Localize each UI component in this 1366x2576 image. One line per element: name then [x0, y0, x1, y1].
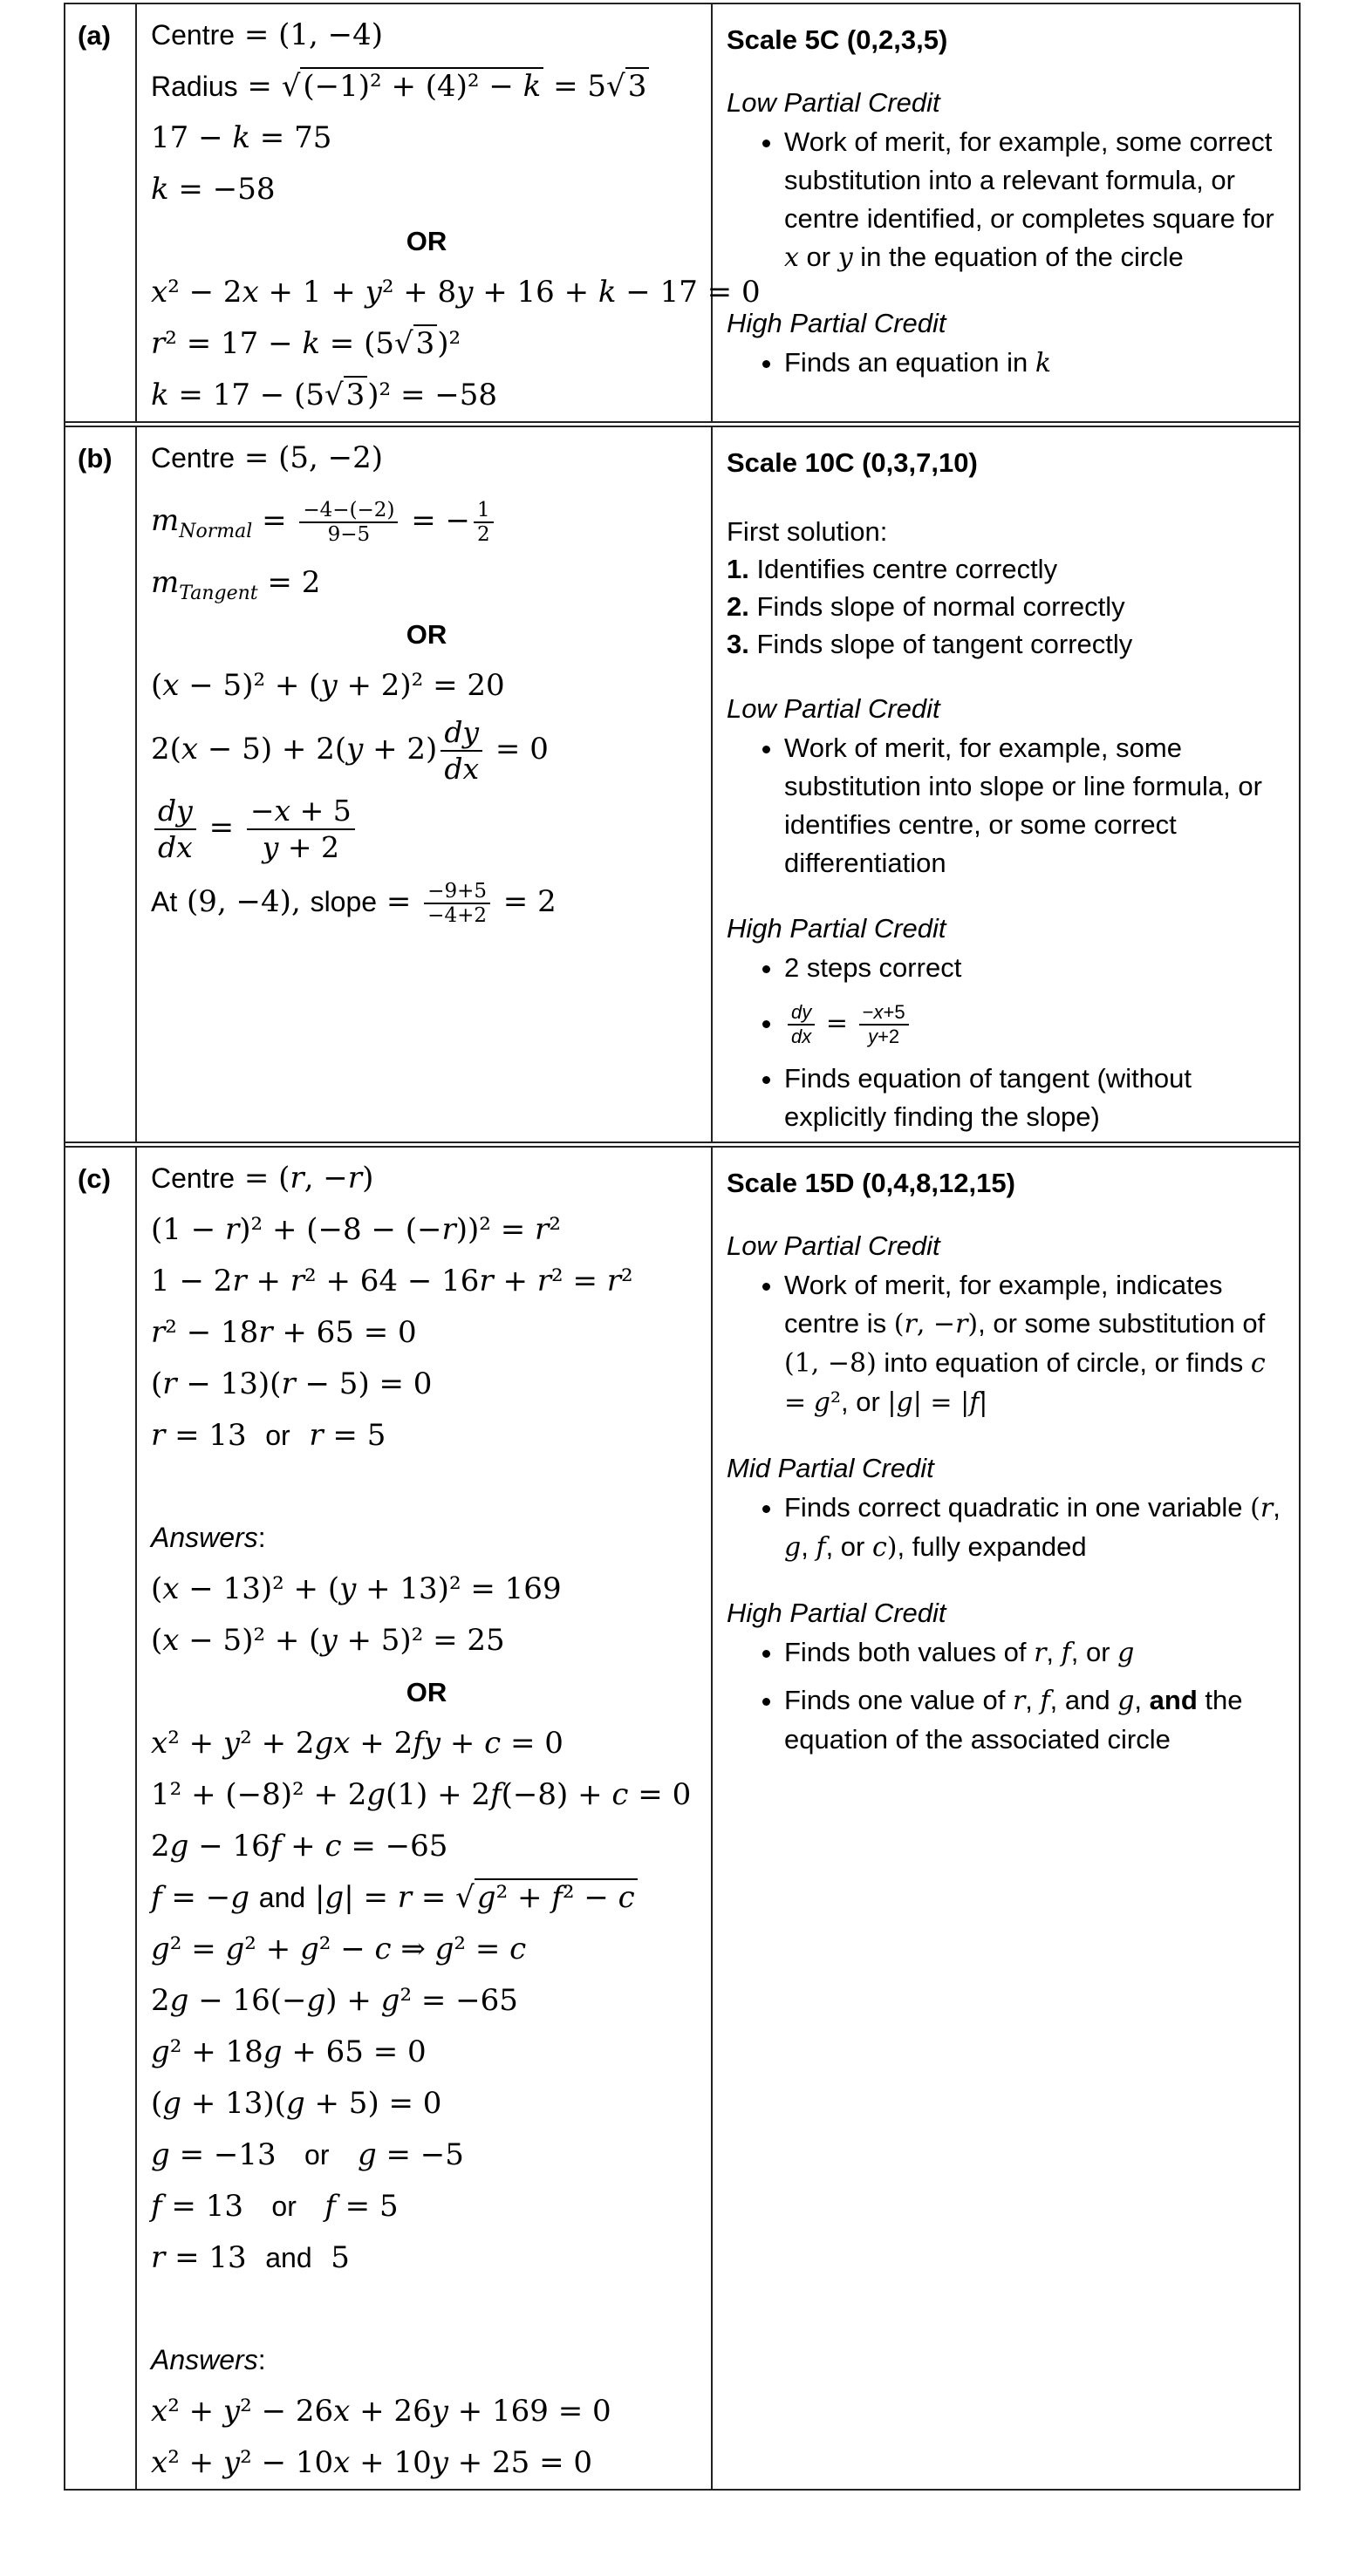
credit-heading: High Partial Credit [727, 308, 946, 338]
credit-item: • Finds correct quadratic in one variable (r, g, f, or c), fully expanded [784, 1489, 1290, 1567]
credit-item: • Finds one value of r, f, and g, and the equation of the associated circle [784, 1681, 1290, 1759]
credit-list [727, 123, 1290, 277]
math-line: k = −58 [151, 172, 276, 207]
credit-item: • Finds equation of tangent (without explicitly finding the slope) [784, 1060, 1290, 1136]
credit-heading: High Partial Credit [727, 913, 946, 944]
math-line: Centre = (r, −r) [151, 1161, 374, 1196]
math-line: (r − 13)(r − 5) = 0 [151, 1366, 433, 1401]
math-line: k = 17 − (5√3)² = −58 [151, 378, 498, 412]
part-a-row [65, 3, 1300, 422]
credit-list [727, 729, 1290, 883]
math-line: x² + y² − 26x + 26y + 169 = 0 [151, 2394, 611, 2429]
part-b-solution [136, 426, 712, 1142]
credit-list [727, 949, 1290, 1136]
math-line: 17 − k = 75 [151, 120, 332, 155]
scale-heading: Scale 5C (0,2,3,5) [727, 24, 948, 55]
credit-item: • 2 steps correct [784, 949, 1290, 987]
math-line: (1 − r)² + (−8 − (−r))² = r² [151, 1212, 561, 1247]
math-line: (x − 13)² + (y + 13)² = 169 [151, 1571, 562, 1606]
math-line: f = 13 or f = 5 [151, 2189, 399, 2224]
math-line: 1² + (−8)² + 2g(1) + 2f(−8) + c = 0 [151, 1777, 692, 1812]
math-line: 2g − 16f + c = −65 [151, 1829, 448, 1864]
or-divider: OR [406, 1677, 447, 1707]
answers-label: Answers: [151, 2344, 266, 2375]
math-line: (x − 5)² + (y + 5)² = 25 [151, 1623, 505, 1658]
math-line: x² + y² + 2gx + 2fy + c = 0 [151, 1726, 563, 1761]
math-line: Radius = √(−1)² + (4)² − k = 5√3 [151, 61, 702, 112]
credit-list [727, 1633, 1290, 1759]
spacer [151, 2284, 702, 2334]
part-a-solution [136, 3, 761, 422]
part-c-solution [136, 1147, 712, 2490]
math-line: At (9, −4), slope = $\frac{-9+5}{-4+2}$ = 2 [151, 880, 557, 927]
credit-item: • Finds an equation in k [784, 344, 1290, 383]
part-a-marking [712, 3, 1300, 422]
step-item: 2. Finds slope of normal correctly [727, 591, 1125, 622]
step-item: 1. Identifies centre correctly [727, 554, 1058, 584]
spacer [151, 1462, 702, 1512]
part-b-row [65, 426, 1300, 1142]
math-line: $m_{Tangent} = 2$ [151, 565, 321, 604]
answers-label: Answers: [151, 1522, 266, 1553]
credit-heading: Mid Partial Credit [727, 1453, 934, 1483]
math-line: r² − 18r + 65 = 0 [151, 1315, 417, 1350]
credit-heading: Low Partial Credit [727, 693, 940, 724]
step-item: 3. Finds slope of tangent correctly [727, 629, 1133, 659]
math-line: Centre = (1, −4) [151, 17, 384, 52]
math-line: 1 − 2r + r² + 64 − 16r + r² = r² [151, 1264, 633, 1298]
part-label: (a) [65, 3, 136, 422]
marking-scheme-table [64, 3, 1301, 2491]
math-line: x² + y² − 10x + 10y + 25 = 0 [151, 2445, 593, 2480]
math-line: g² + 18g + 65 = 0 [151, 2034, 427, 2069]
part-c-row [65, 1147, 1300, 2490]
math-line: (g + 13)(g + 5) = 0 [151, 2086, 442, 2121]
part-b-marking [712, 426, 1300, 1142]
math-line: $m_{Normal}$ = $\frac{-4-(-2)}{9-5}$ = − $\frac{1}{2}$ [151, 484, 702, 557]
credit-heading: High Partial Credit [727, 1598, 946, 1628]
credit-item: • $\frac{dy}{dx}$ = $\frac{-x+5}{y+2}$ [784, 992, 1290, 1054]
part-label: (c) [65, 1147, 136, 2490]
credit-item: • Work of merit, for example, some substitution into slope or line formula, or identifies centre, or some correct differentiation [784, 729, 1290, 883]
credit-list [727, 1489, 1290, 1567]
credit-item: • Work of merit, for example, some correct substitution into a relevant formula, or centre identified, or completes square for x or y in the equation of the circle [784, 123, 1290, 277]
math-line: x² − 2x + 1 + y² + 8y + 16 + k − 17 = 0 [151, 275, 761, 310]
scale-heading: Scale 10C (0,3,7,10) [727, 447, 978, 478]
credit-list [727, 1266, 1290, 1422]
credit-item: • Work of merit, for example, indicates centre is (r, −r), or some substitution of (1, −8) into equation of circle, or finds c = g², or |g| = |f| [784, 1266, 1290, 1422]
part-c-marking [712, 1147, 1300, 2490]
math-line: r = 13 or r = 5 [151, 1418, 386, 1453]
math-line: g² = g² + g² − c ⇒ g² = c [151, 1932, 527, 1966]
credit-list [727, 344, 1290, 383]
scale-heading: Scale 15D (0,4,8,12,15) [727, 1168, 1015, 1198]
part-label: (b) [65, 426, 136, 1142]
math-line: r = 13 and 5 [151, 2240, 350, 2275]
math-line: r² = 17 − k = (5√3)² [151, 326, 461, 361]
first-solution-label: First solution: [727, 516, 888, 547]
math-line: f = −g and |g| = r = √g² + f² − c [151, 1872, 702, 1924]
math-line: g = −13 or g = −5 [151, 2137, 464, 2172]
credit-heading: Low Partial Credit [727, 1230, 940, 1261]
math-line: 2g − 16(−g) + g² = −65 [151, 1983, 518, 2018]
or-divider: OR [406, 226, 447, 256]
math-line: $\frac{dy}{dx}$ = $\frac{-x + 5}{y + 2}$ [151, 787, 702, 869]
math-line: (x − 5)² + (y + 2)² = 20 [151, 668, 505, 703]
math-line: 2(x − 5) + 2(y + 2) $\frac{dy}{dx}$ = 0 [151, 715, 549, 786]
credit-item: • Finds both values of r, f, or g [784, 1633, 1290, 1673]
math-line: Centre = (5, −2) [151, 440, 384, 475]
credit-heading: Low Partial Credit [727, 87, 940, 118]
or-divider: OR [406, 619, 447, 650]
